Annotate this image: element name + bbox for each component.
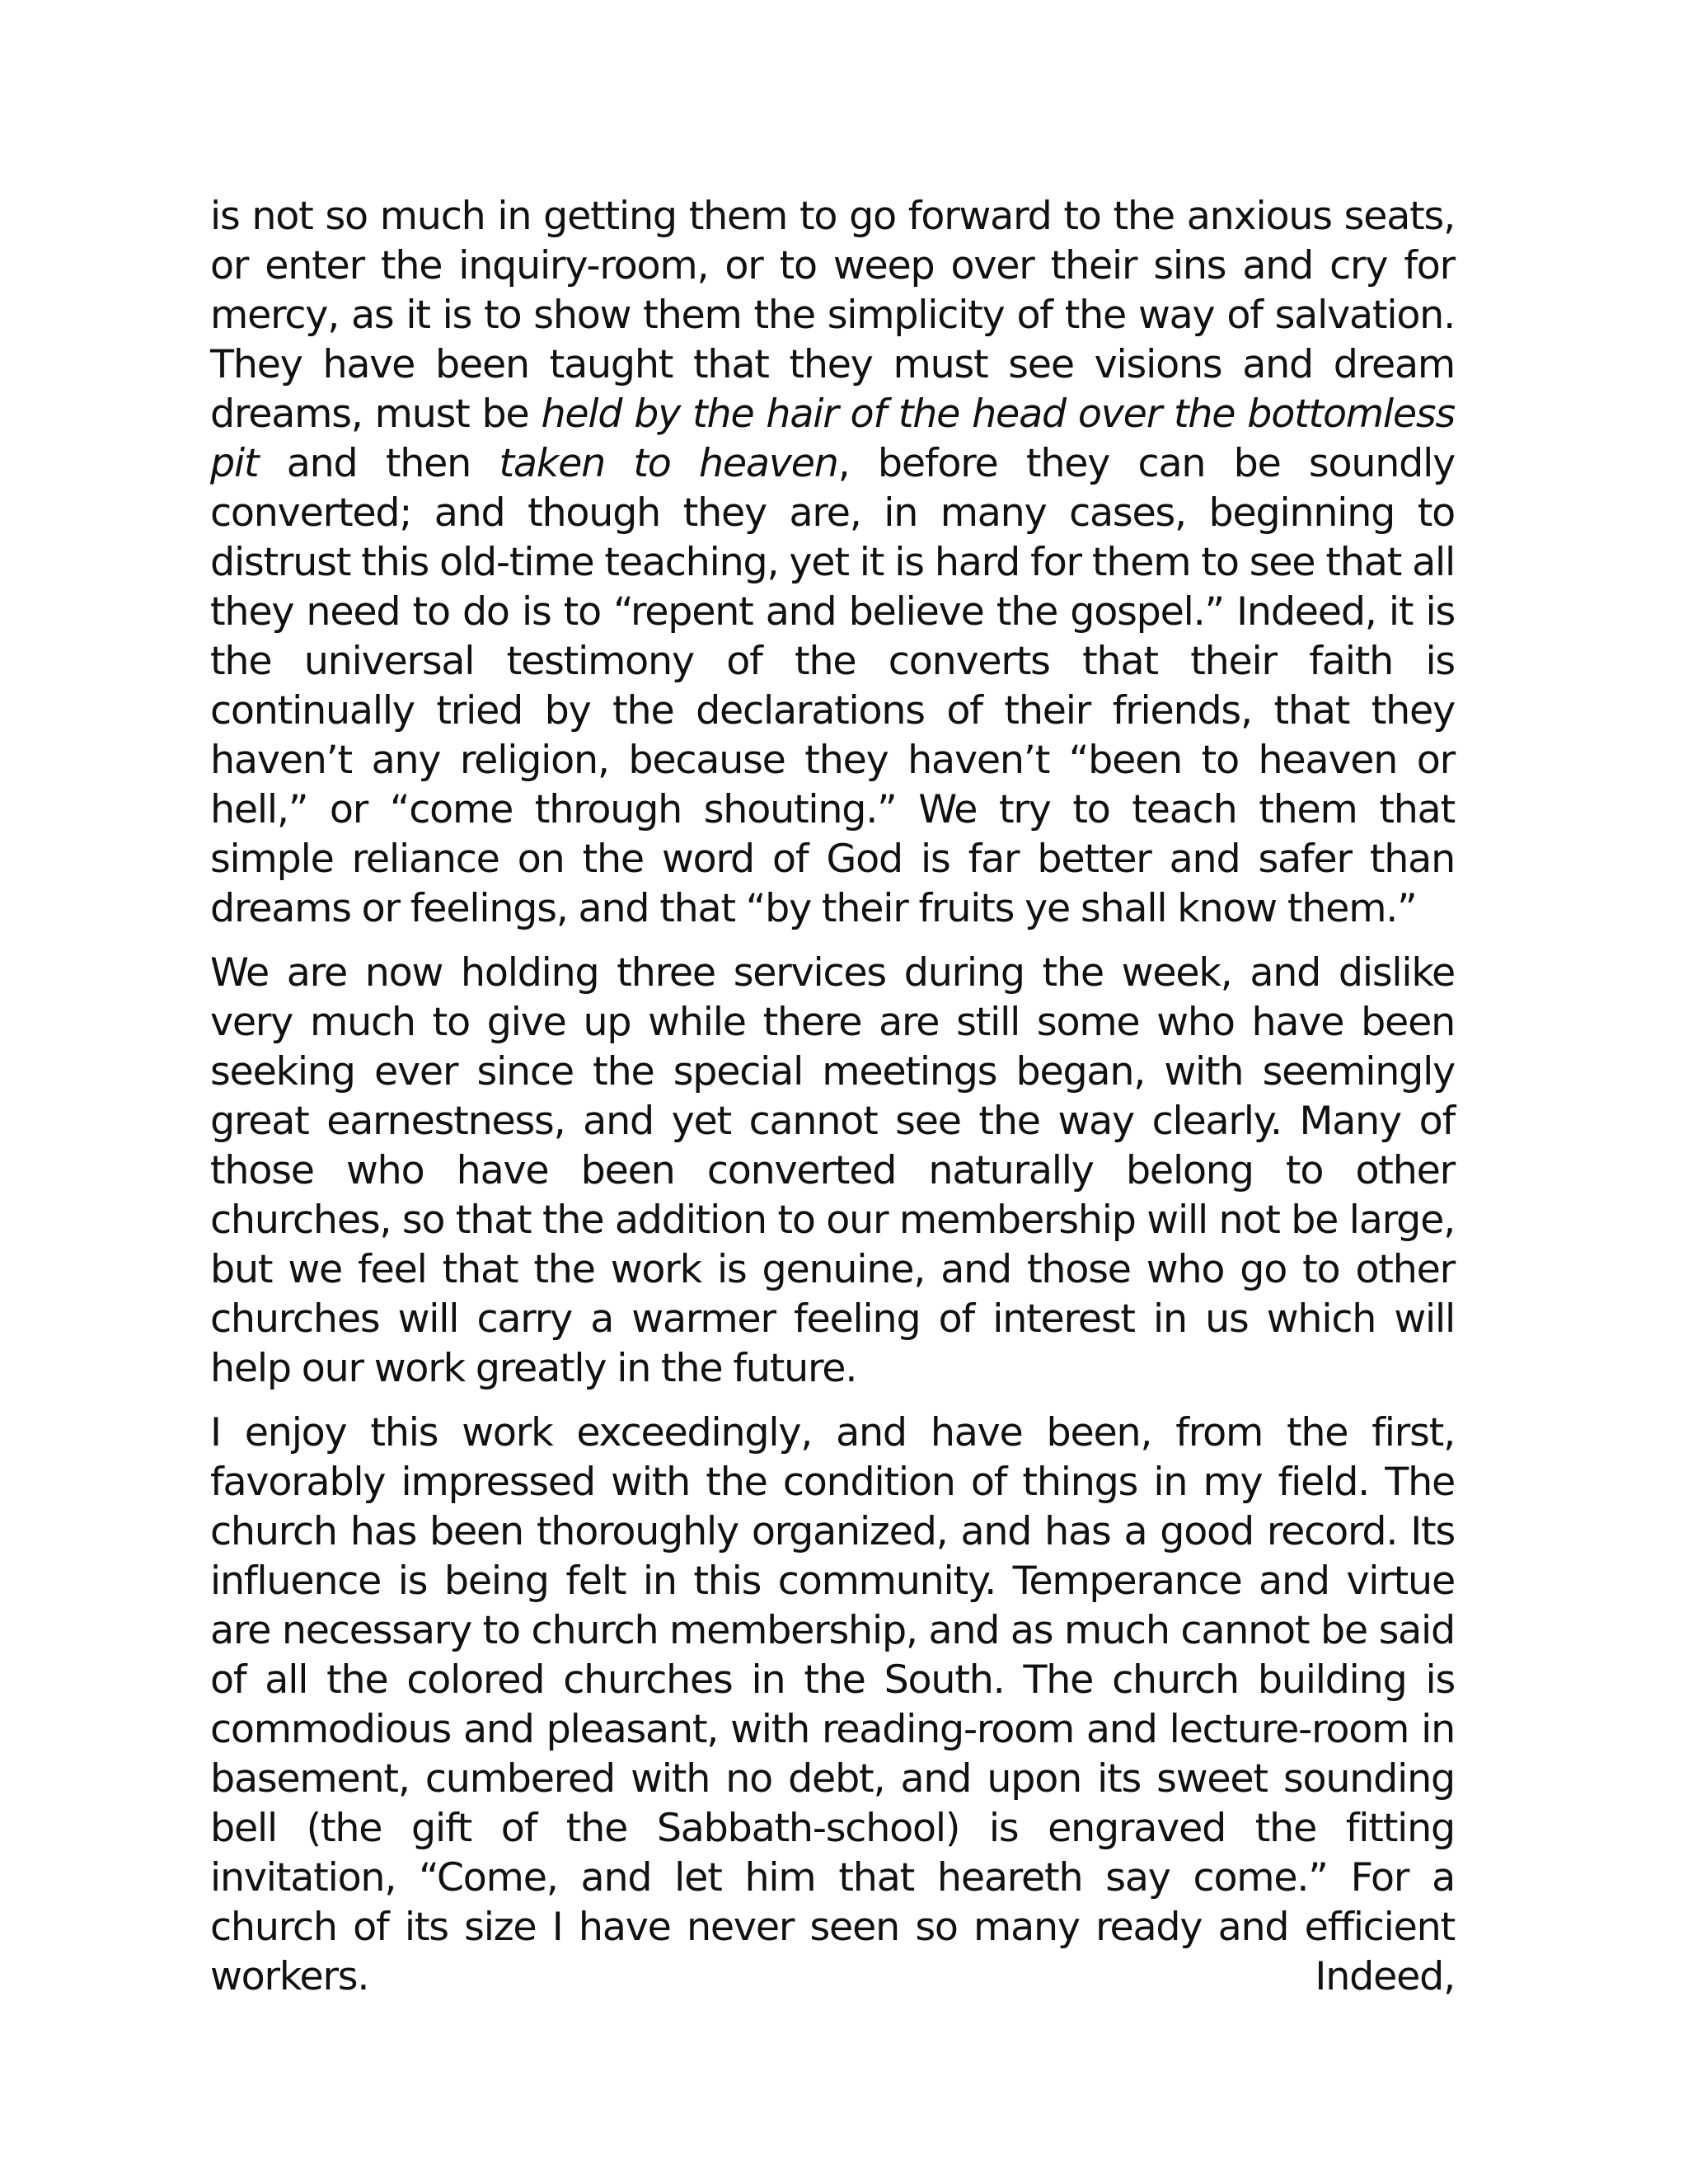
paragraph-2: We are now holding three services during the week, and dislike very much to give up while there are still some who have been seeking ever since the special meetings began, with seemingly great earnestness, and yet cannot see the way clearly. Many of those who have been converted naturally belong to other churches, so that the addition to our membership will not be large, but we feel that the work is genuine, and those who go to other churches will carry a warmer feeling of interest in us which will help our work greatly in the future. (210, 950, 1455, 1391)
paragraph-1-italic-2: taken to heaven (499, 441, 838, 486)
paragraph-3: I enjoy this work exceedingly, and have been, from the first, favorably impressed with the condition of things in my field. The church has been thoroughly organized, and has a good record. Its influence is being felt in this community. Temperance and virtue are necessary to church membership, and as much cannot be said of all the colored churches in the South. The church building is commodious and pleasant, with reading-room and lecture-room in basement, cumbered with no debt, and upon its sweet sounding bell (the gift of the Sabbath-school) is engraved the fitting invitation, “Come, and let him that heareth say come.” For a church of its size I have never seen so many ready and efficient workers. Indeed, (210, 1410, 1455, 1999)
paragraph-1-text-1: is not so much in getting them to go forward to the anxious seats, or enter the inquiry-room, or to weep over their sins and cry for mercy, as it is to show them the simplicity of the way of salvation. They have been taught that they must see visions and dream dreams, must be (210, 194, 1455, 437)
document-page (210, 192, 1455, 2017)
paragraph-1 (210, 192, 1455, 934)
paragraph-1-text-2: and then (258, 441, 499, 486)
paragraph-1-italic-1: held by the hair of the head over the bottomless pit (210, 391, 1455, 486)
paragraph-1-text-3: , before they can be soundly converted; and though they are, in many cases, beginning to distrust this old-time teaching, yet it is hard for them to see that all they need to do is to “repent and believe the gospel.” Indeed, it is the universal testimony of the converts that their faith is continually tried by the declarations of their friends, that they haven’t any religion, because they haven’t “been to heaven or hell,” or “come through shouting.” We try to teach them that simple reliance on the word of God is far better and safer than dreams or feelings, and that “by their fruits ye shall know them.” (210, 441, 1456, 931)
